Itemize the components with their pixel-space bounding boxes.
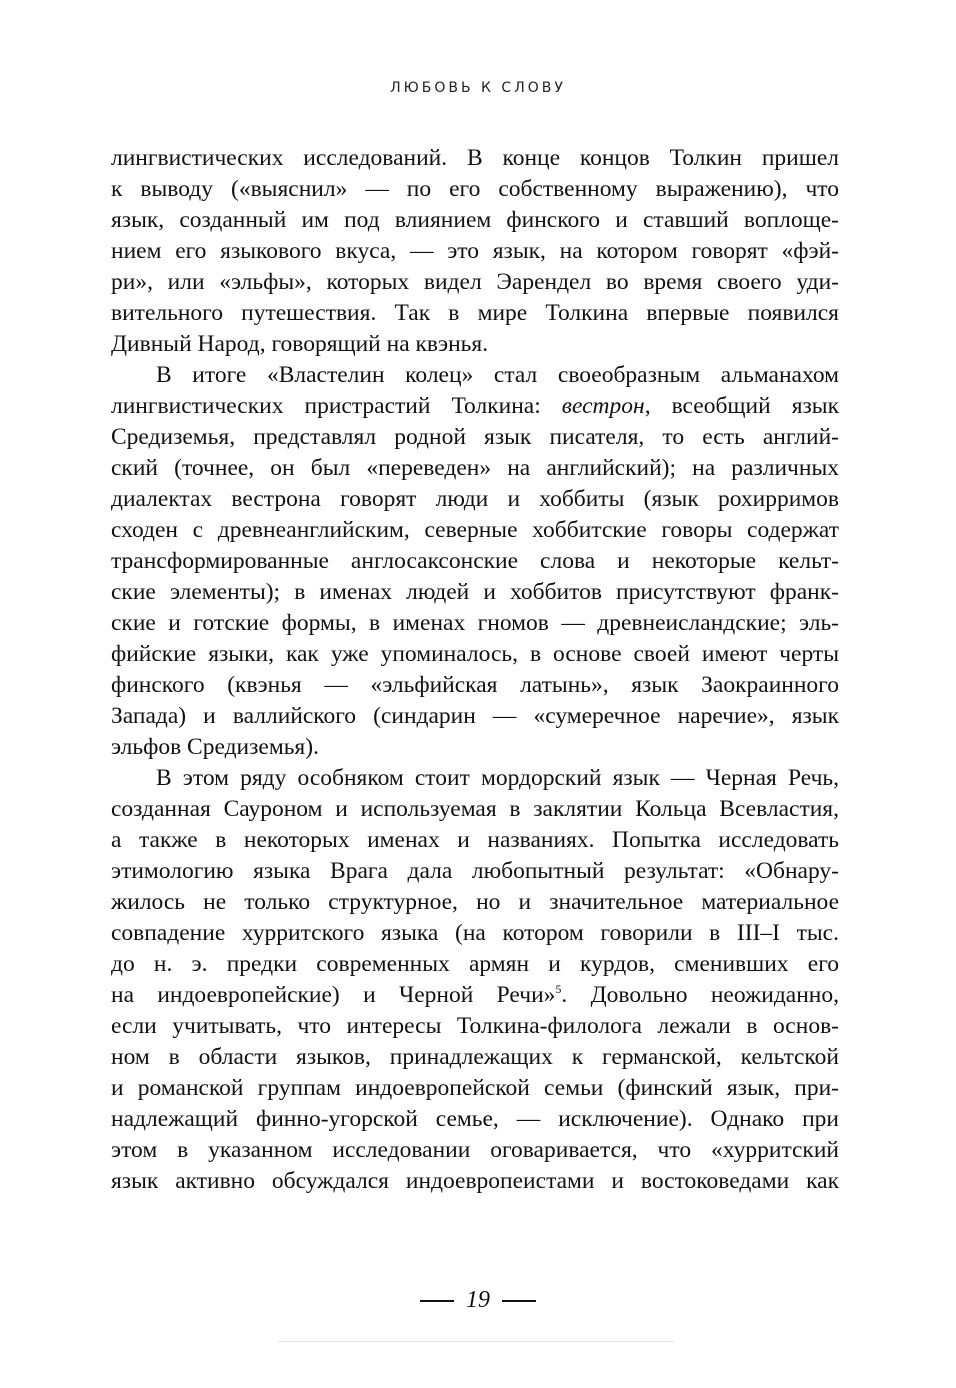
bottom-divider: [278, 1341, 674, 1342]
text-line: нием его языкового вкуса, — это язык, на котором говорят «фэй-: [111, 238, 839, 264]
body-text: [111, 143, 839, 1197]
text-line: если учитывать, что интересы Толкина-филолога лежали в основ-: [111, 1013, 839, 1039]
text-line: до н. э. предки современных армян и курдов, сменивших его: [111, 951, 839, 977]
text-line: к выводу («выяснил» — по его собственному выражению), что: [111, 176, 839, 202]
running-head: ЛЮБОВЬ К СЛОВУ: [390, 80, 566, 96]
text-line: и романской группам индоевропейской семьи (финский язык, при-: [111, 1075, 839, 1101]
text-line: ские элементы); в именах людей и хоббитов присутствуют франк-: [111, 579, 839, 605]
text-line: этимологию языка Врага дала любопытный результат: «Обнару-: [111, 858, 839, 884]
text-line: жилось не только структурное, но и значительное материальное: [111, 889, 839, 915]
text-line: ном в области языков, принадлежащих к германской, кельтской: [111, 1044, 839, 1070]
text-line: этом в указанном исследовании оговаривается, что «хурритский: [111, 1137, 839, 1163]
text-line: ри», или «эльфы», которых видел Эарендел во время своего уди-: [111, 269, 839, 295]
text-line: эльфов Средиземья).: [111, 734, 319, 760]
text-line: фийские языки, как уже упоминалось, в основе своей имеют черты: [111, 641, 839, 667]
text-line: Запада) и валлийского (синдарин — «сумеречное наречие», язык: [111, 703, 839, 729]
paragraph-1: [111, 143, 839, 360]
text-line: язык, созданный им под влиянием финского и ставший воплоще-: [111, 207, 839, 233]
footnote-marker[interactable]: 5: [555, 982, 562, 997]
text-line: диалектах вестрона говорят люди и хоббиты (язык рохирримов: [111, 486, 839, 512]
text-line: [111, 980, 839, 1011]
text-line: а также в некоторых именах и названиях. Попытка исследовать: [111, 827, 839, 853]
paragraph-3: [111, 763, 839, 1197]
text-line: совпадение хурритского языка (на котором говорили в III–I тыс.: [111, 920, 839, 946]
text-run: . Довольно неожиданно,: [561, 982, 839, 1008]
folio-dash-left: [420, 1300, 454, 1302]
paragraph-2: [111, 360, 839, 763]
text-line: В этом ряду особняком стоит мордорский язык — Черная Речь,: [156, 765, 839, 791]
folio-dash-right: [502, 1300, 536, 1302]
page-number-value: 19: [466, 1287, 490, 1313]
text-line: вительного путешествия. Так в мире Толкина впервые появился: [111, 300, 839, 326]
text-line: лингвистических исследований. В конце концов Толкин пришел: [111, 145, 839, 171]
text-line: ские и готские формы, в именах гномов — древнеисландские; эль-: [111, 610, 839, 636]
text-line: надлежащий финно-угорской семье, — исключение). Однако при: [111, 1106, 839, 1132]
text-line: Дивный Народ, говорящий на квэнья.: [111, 331, 489, 357]
page-number: [0, 1287, 956, 1314]
text-line: сходен с древнеанглийским, северные хоббитские говоры содержат: [111, 517, 839, 543]
text-line: В итоге «Властелин колец» стал своеобразным альманахом: [156, 362, 839, 388]
text-line: трансформированные англосаксонские слова и некоторые кельт-: [111, 548, 839, 574]
text-line: финского (квэнья — «эльфийская латынь», язык Заокраинного: [111, 672, 839, 698]
italic-term: вестрон: [561, 393, 645, 419]
text-line: созданная Сауроном и используемая в заклятии Кольца Всевластия,: [111, 796, 839, 822]
text-run: , всеобщий язык: [644, 393, 839, 419]
text-line: [111, 391, 839, 422]
text-run: лингвистических пристрастий Толкина:: [111, 393, 562, 419]
text-line: язык активно обсуждался индоевропеистами и востоковедами как: [111, 1168, 839, 1194]
text-line: ский (точнее, он был «переведен» на английский); на различных: [111, 455, 839, 481]
text-line: Средиземья, представлял родной язык писателя, то есть англий-: [111, 424, 839, 450]
text-run: на индоевропейские) и Черной Речи»: [111, 982, 556, 1008]
